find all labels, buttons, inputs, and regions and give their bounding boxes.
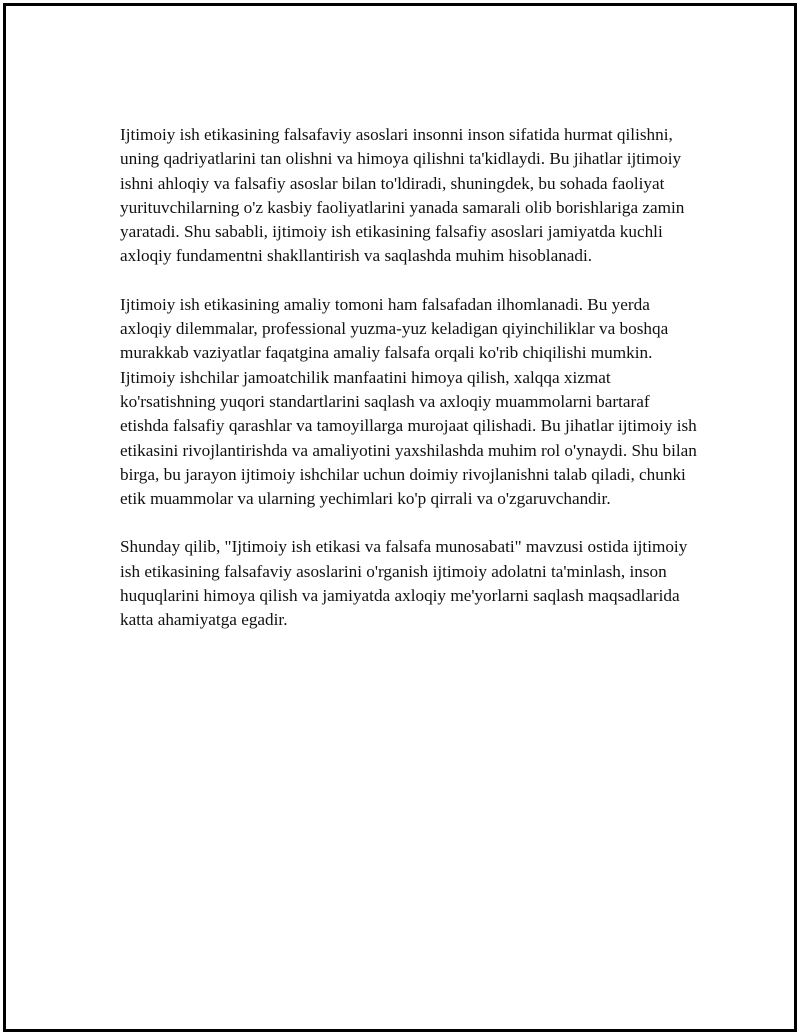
paragraph-2: Ijtimoiy ish etikasining amaliy tomoni ham falsafadan ilhomlanadi. Bu yerda axloqiy dilemmalar, professional yuzma-yuz keladigan qiyinchiliklar va boshqa murakkab vaziyatlar faqatgina amaliy falsafa orqali ko'rib chiqilishi mumkin. Ijtimoiy ishchilar jamoatchilik manfaatini himoya qilish, xalqqa xizmat ko'rsatishning yuqori standartlarini saqlash va axloqiy muammolarni bartaraf etishda falsafiy qarashlar va tamoyillarga murojaat qilishadi. Bu jihatlar ijtimoiy ish etikasini rivojlantirishda va amaliyotini yaxshilashda muhim rol o'ynaydi. Shu bilan birga, bu jarayon ijtimoiy ishchilar uchun doimiy rivojlanishni talab qiladi, chunki etik muammolar va ularning yechimlari ko'p qirrali va o'zgaruvchandir. — [120, 294, 697, 509]
document-body — [120, 123, 700, 657]
paragraph-1: Ijtimoiy ish etikasining falsafaviy asoslari insonni inson sifatida hurmat qilishni, uning qadriyatlarini tan olishni va himoya qilishni ta'kidlaydi. Bu jihatlar ijtimoiy ishni ahloqiy va falsafiy asoslar bilan to'ldiradi, shuningdek, bu sohada faoliyat yurituvchilarning o'z kasbiy faoliyatlarini yanada samarali olib borishlariga zamin yaratadi. Shu sababli, ijtimoiy ish etikasining falsafiy asoslari jamiyatda kuchli axloqiy fundamentni shakllantirish va saqlashda muhim hisoblanadi. — [120, 125, 685, 266]
page-frame — [3, 3, 797, 1032]
paragraph-3: Shunday qilib, "Ijtimoiy ish etikasi va falsafa munosabati" mavzusi ostida ijtimoiy ish etikasining falsafaviy asoslarini o'rganish ijtimoiy adolatni ta'minlash, inson huquqlarini himoya qilish va jamiyatda axloqiy me'yorlarni saqlash maqsadlarida katta ahamiyatga egadir. — [120, 537, 688, 630]
